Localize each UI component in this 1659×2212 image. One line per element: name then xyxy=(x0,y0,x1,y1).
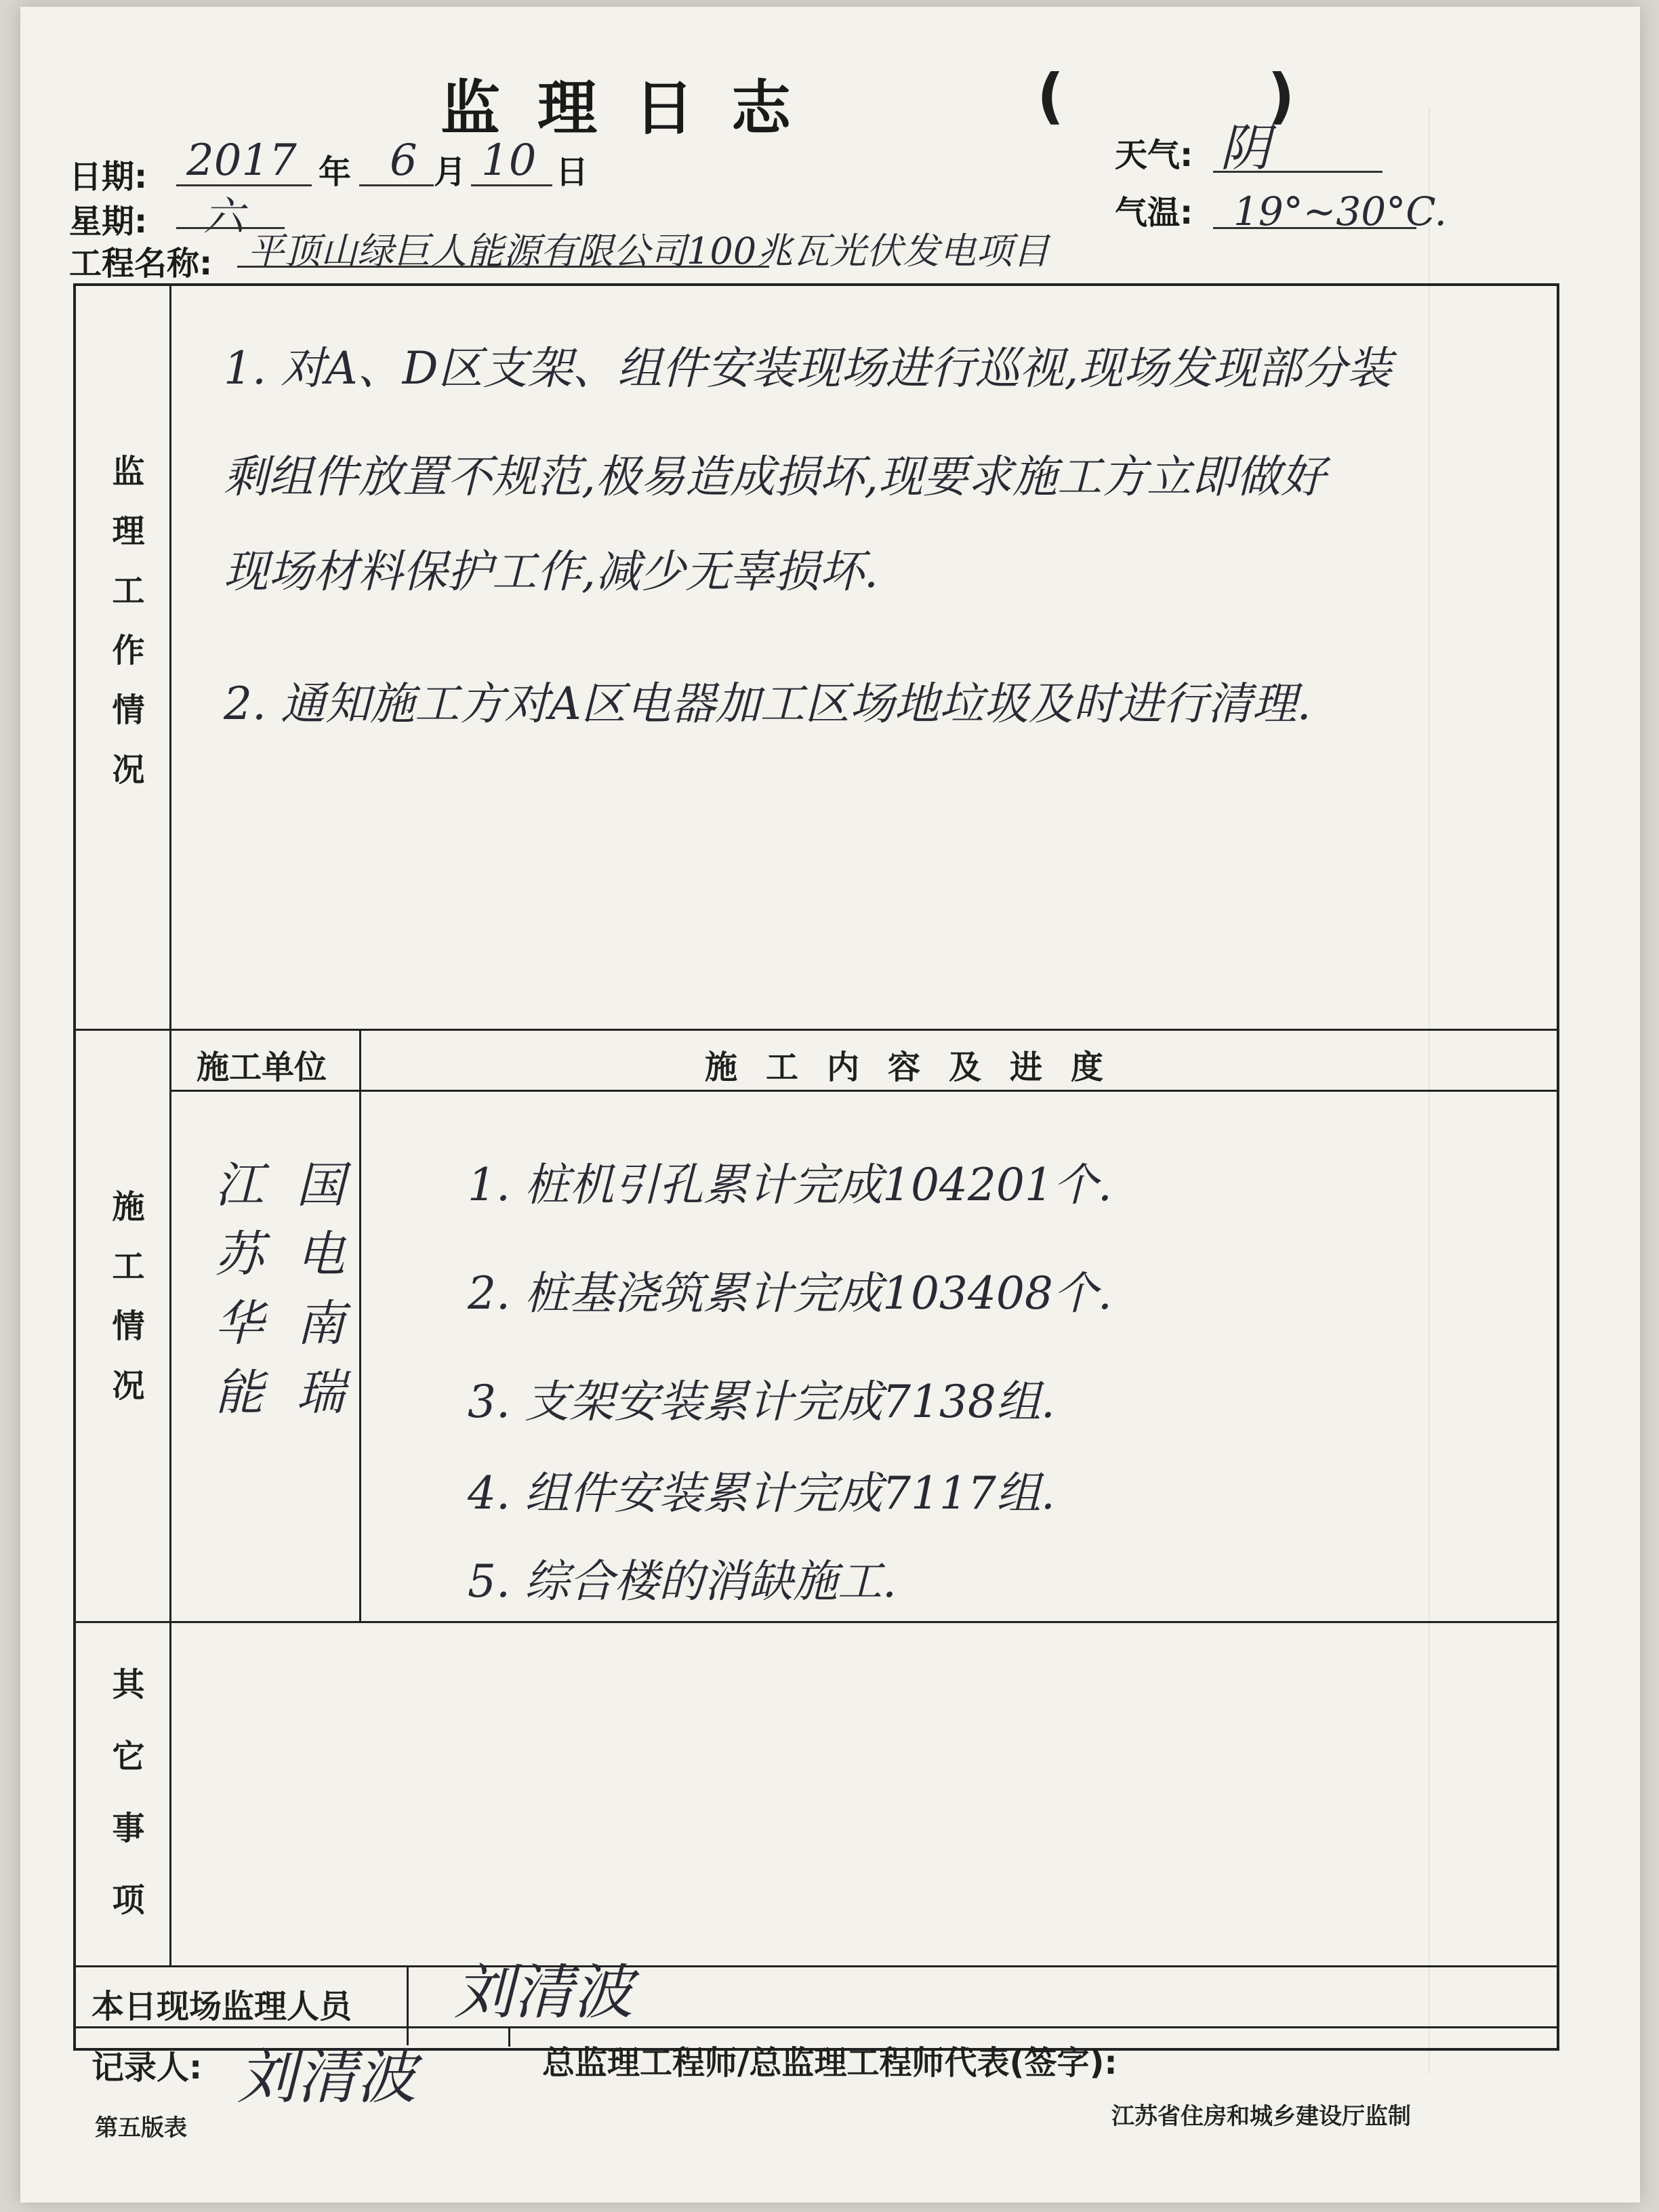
weather-value: 阴 xyxy=(1220,119,1270,178)
project-label: 工程名称: xyxy=(69,245,213,283)
project-name: 平顶山绿巨人能源有限公司100兆瓦光伏发电项目 xyxy=(247,230,1050,272)
supervision-line-3: 现场材料保护工作,减少无辜损坏. xyxy=(224,546,878,598)
date-year: 2017 xyxy=(186,136,297,186)
issuer-text: 江苏省住房和城乡建设厅监制 xyxy=(1111,2103,1411,2130)
date-day: 10 xyxy=(481,136,537,186)
supervision-line-4: 2. 通知施工方对A区电器加工区场地垃圾及时进行清理. xyxy=(224,678,1311,730)
form-version: 第五版表 xyxy=(95,2114,187,2142)
weekday-label: 星期: xyxy=(69,203,148,241)
date-month: 6 xyxy=(390,136,417,186)
other-items-label: 其它事项 xyxy=(106,1667,144,1954)
project-underline xyxy=(237,266,769,268)
construction-unit-jiangsu: 江苏华能 xyxy=(207,1159,264,1435)
month-underline xyxy=(359,184,434,186)
column-header-divider xyxy=(169,1090,1557,1092)
construction-item-3: 3. 支架安装累计完成7138组. xyxy=(468,1376,1055,1428)
unit-column-divider xyxy=(359,1029,361,1621)
supervision-label: 监理工作情况 xyxy=(106,454,144,812)
construction-content-header: 施工内容及进度 xyxy=(705,1048,1132,1086)
construction-item-1: 1. 桩机引孔累计完成104201个. xyxy=(468,1159,1112,1211)
staff-signature: 刘清波 xyxy=(454,1957,634,2027)
row-divider-1 xyxy=(73,1029,1557,1031)
chief-engineer-label: 总监理工程师/总监理工程师代表(签字): xyxy=(542,2044,1118,2082)
weekday-value: 六 xyxy=(203,193,244,241)
supervision-line-1: 1. 对A、D区支架、组件安装现场进行巡视,现场发现部分装 xyxy=(224,342,1392,394)
construction-unit-header: 施工单位 xyxy=(197,1048,327,1086)
weather-underline xyxy=(1213,171,1382,173)
title-parenthesis: ( ) xyxy=(1037,61,1295,131)
construction-label: 施工情况 xyxy=(106,1189,144,1428)
construction-unit-guodian: 国电南瑞 xyxy=(288,1159,345,1435)
temperature-value: 19°~30°C. xyxy=(1233,188,1447,234)
row-divider-3 xyxy=(73,1965,1557,1967)
recorder-label: 记录人: xyxy=(91,2049,203,2087)
temperature-underline xyxy=(1213,227,1416,229)
recorder-signature: 刘清波 xyxy=(237,2042,417,2112)
day-unit: 日 xyxy=(556,153,589,191)
construction-item-2: 2. 桩基浇筑累计完成103408个. xyxy=(468,1267,1112,1319)
supervision-line-2: 剩组件放置不规范,极易造成损坏,现要求施工方立即做好 xyxy=(224,451,1326,503)
year-unit: 年 xyxy=(319,153,352,191)
page-title: 监理日志 xyxy=(441,73,829,143)
day-underline xyxy=(471,184,552,186)
year-underline xyxy=(176,184,312,186)
weather-label: 天气: xyxy=(1115,136,1193,174)
staff-label: 本日现场监理人员 xyxy=(91,1988,352,2026)
log-page xyxy=(20,7,1640,2203)
construction-item-5: 5. 综合楼的消缺施工. xyxy=(468,1555,897,1607)
label-column-divider xyxy=(169,283,171,1965)
construction-item-4: 4. 组件安装累计完成7117组. xyxy=(468,1467,1055,1519)
date-label: 日期: xyxy=(69,158,148,196)
month-unit: 月 xyxy=(434,153,467,191)
temperature-label: 气温: xyxy=(1115,194,1193,232)
row-divider-2 xyxy=(73,1621,1557,1623)
